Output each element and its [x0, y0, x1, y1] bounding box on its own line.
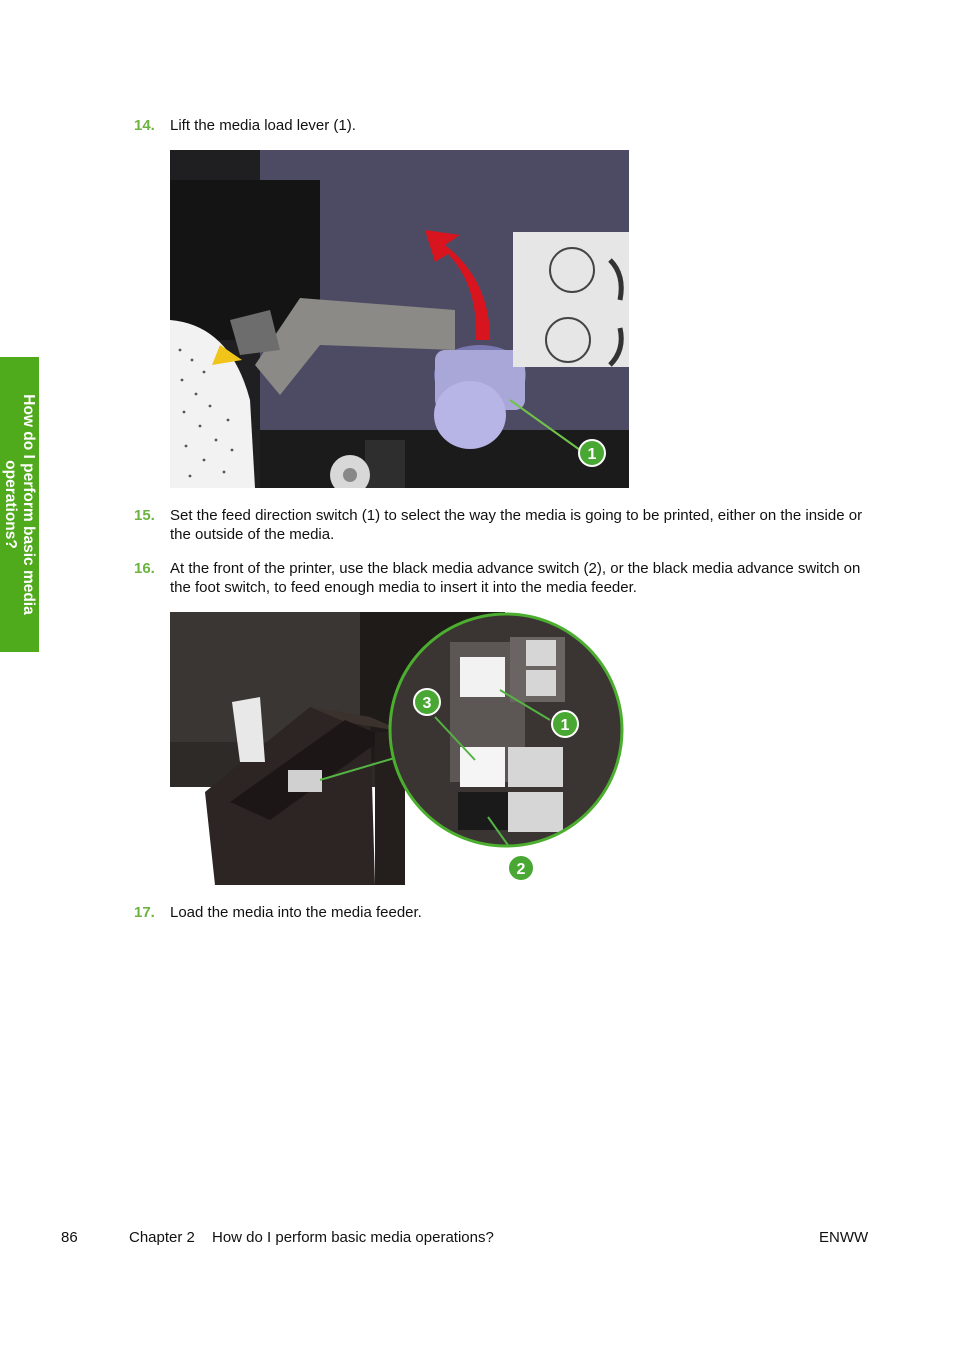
- feed-direction-switch-illustration: [170, 612, 626, 885]
- step-text: Lift the media load lever (1).: [170, 117, 356, 134]
- step-17: [134, 903, 874, 922]
- step-number: 15.: [134, 507, 155, 524]
- figure-feed-direction-switch: [170, 612, 626, 885]
- callout-label: 2: [516, 861, 526, 878]
- page-number: 86: [61, 1229, 78, 1246]
- step-text: Load the media into the media feeder.: [170, 904, 422, 921]
- step-14: [134, 116, 874, 135]
- figure-media-load-lever: [170, 150, 629, 488]
- chapter-side-tab: [0, 357, 39, 652]
- step-text: Set the feed direction switch (1) to select the way the media is going to be printed, either on the inside or the outside of the media.: [170, 507, 863, 543]
- step-16: [134, 559, 874, 597]
- callout-1: [579, 440, 605, 466]
- footer-chapter-title: How do I perform basic media operations?: [212, 1229, 494, 1246]
- side-tab-line-2: operations?: [2, 460, 20, 549]
- step-number: 14.: [134, 117, 155, 134]
- callout-label: 1: [560, 717, 570, 734]
- media-load-lever-illustration: [170, 150, 629, 488]
- callout-3: [414, 689, 440, 715]
- footer-locale: ENWW: [819, 1229, 869, 1246]
- chapter-side-tab-text: [0, 357, 39, 652]
- step-number: 17.: [134, 904, 155, 921]
- footer-chapter-label: Chapter 2: [129, 1229, 195, 1246]
- step-15: [134, 506, 874, 544]
- callout-2: [508, 855, 534, 881]
- callout-label: 3: [422, 695, 432, 712]
- callout-1: [552, 711, 578, 737]
- step-number: 16.: [134, 560, 155, 577]
- step-text: At the front of the printer, use the black media advance switch (2), or the black media advance switch on the foot switch, to feed enough media to insert it into the media feeder.: [170, 560, 861, 596]
- callout-label: 1: [587, 446, 597, 463]
- side-tab-line-1: How do I perform basic media: [20, 394, 38, 615]
